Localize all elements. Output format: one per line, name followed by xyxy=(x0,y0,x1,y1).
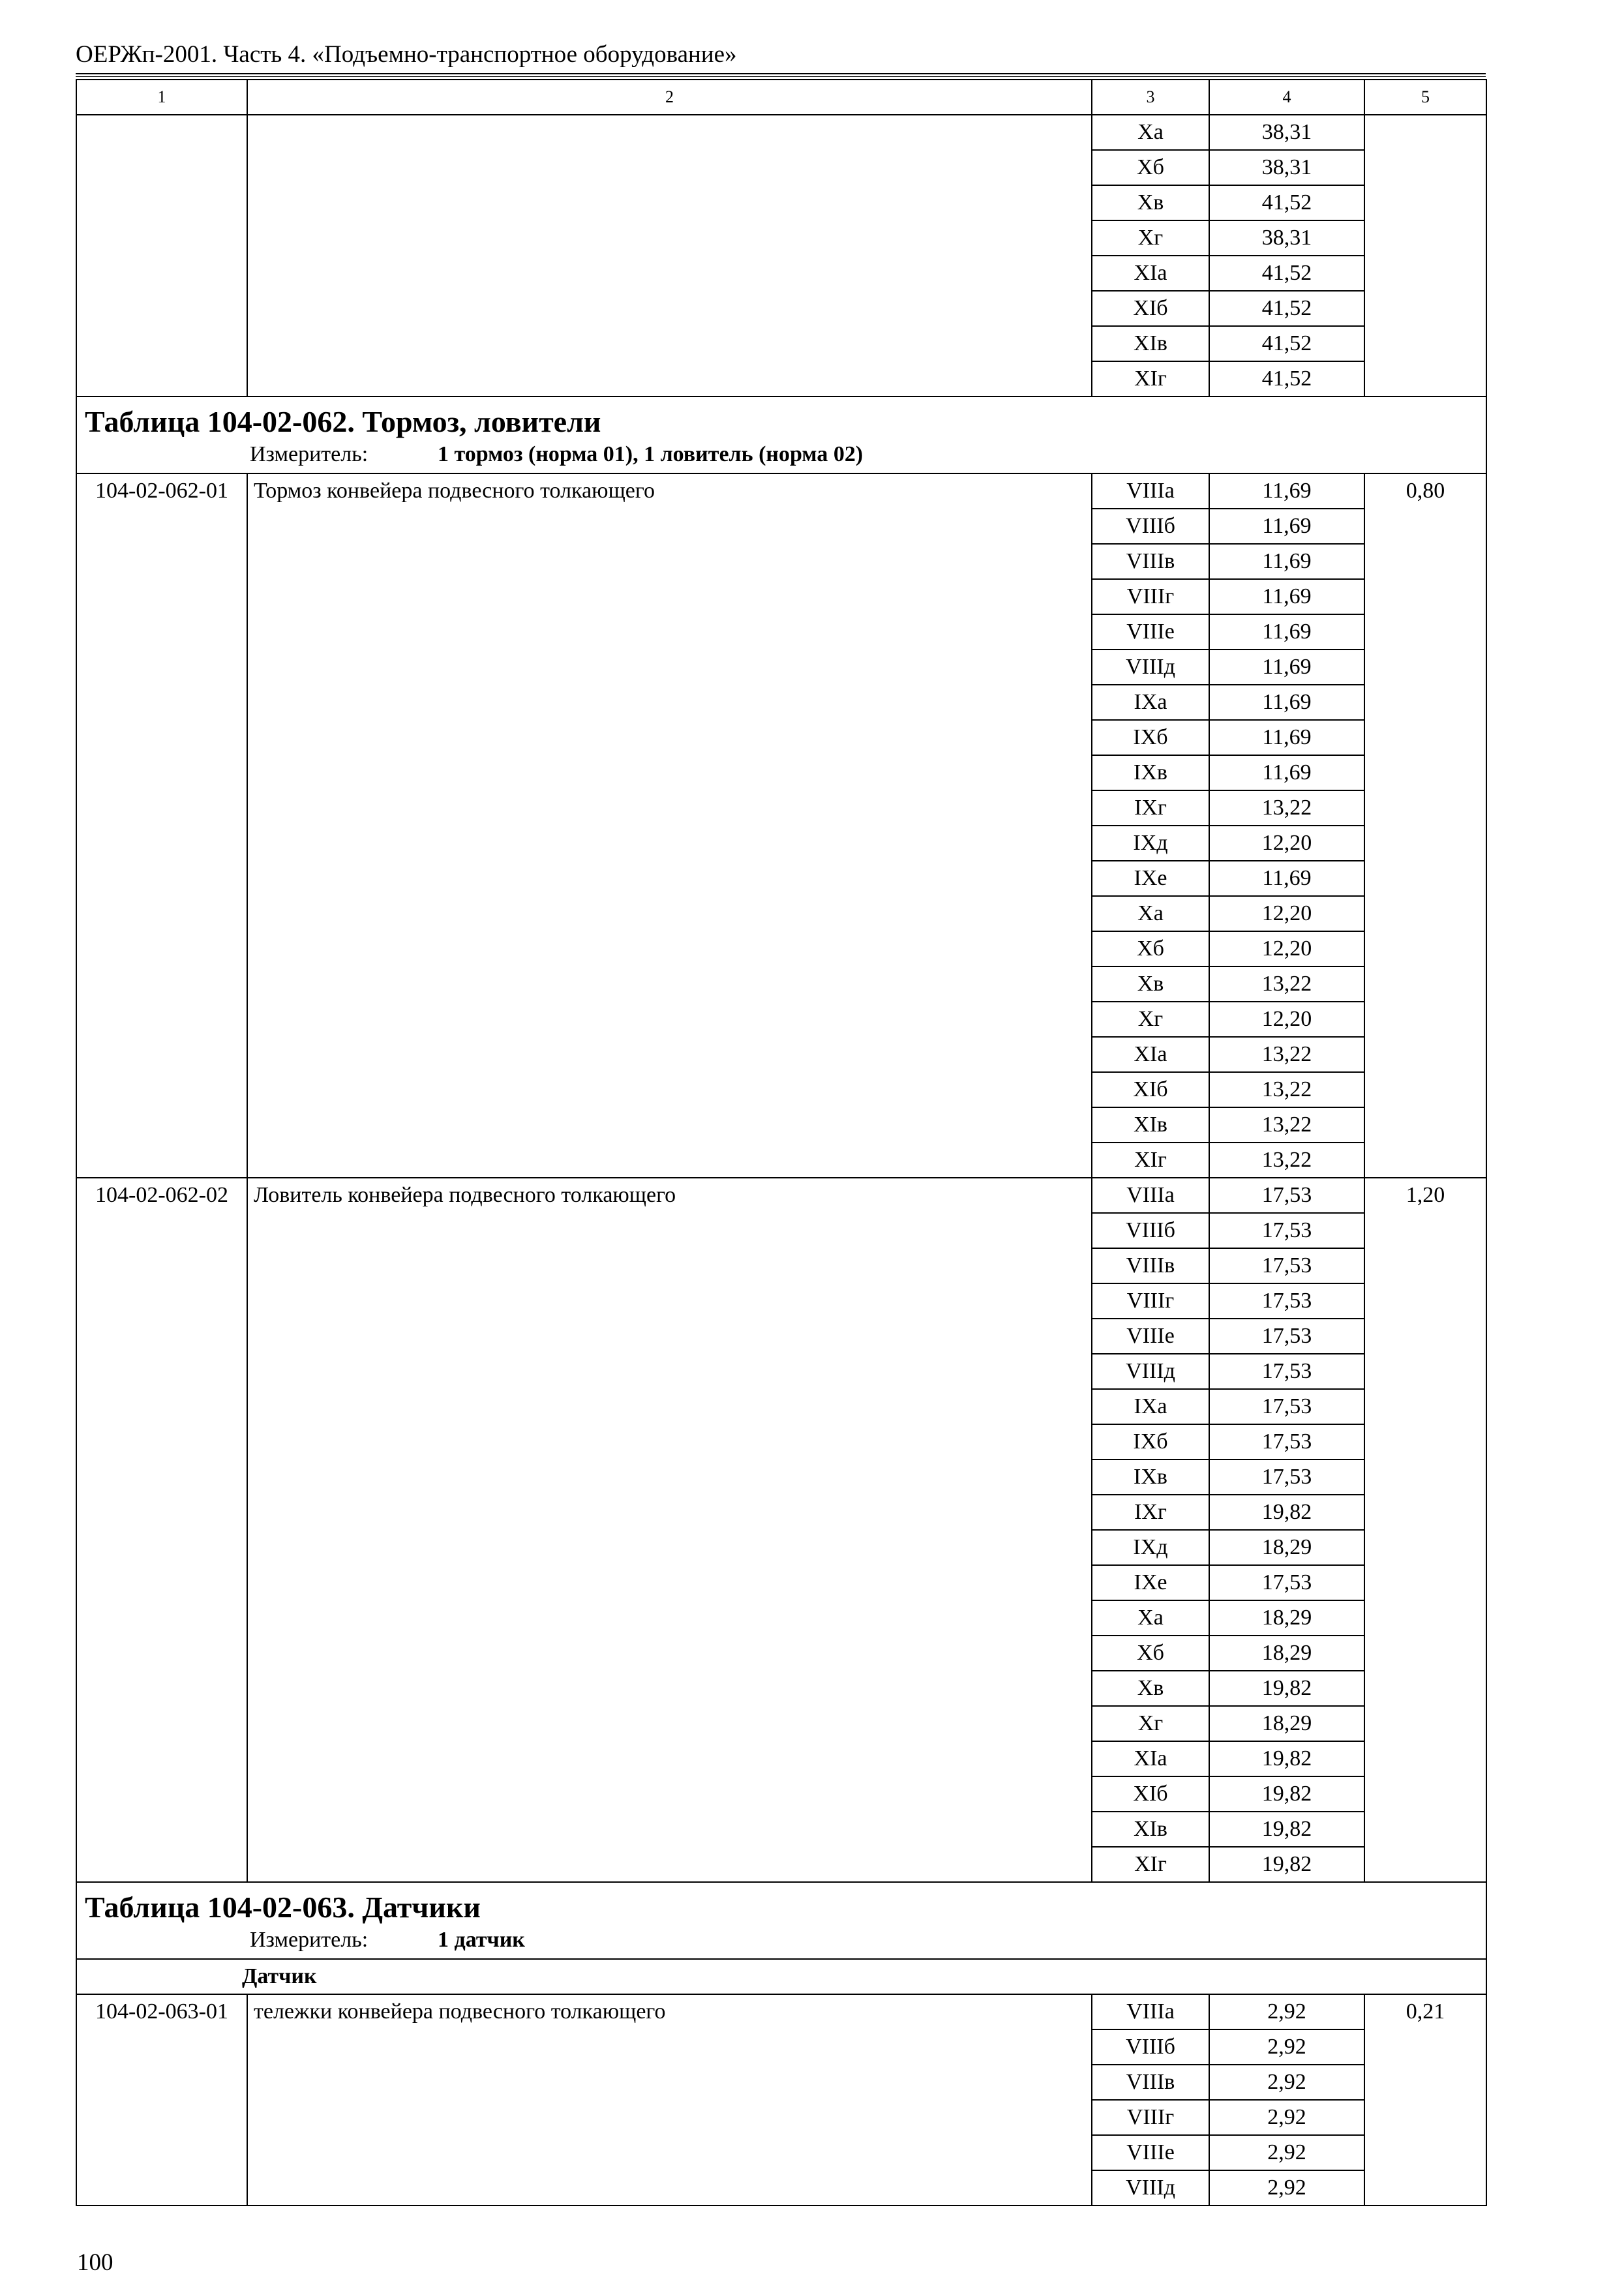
zone-cell: XIа xyxy=(1092,1741,1209,1776)
value-cell: 13,22 xyxy=(1209,1037,1364,1072)
zone-cell: VIIIа xyxy=(1092,473,1209,509)
zone-cell: XIг xyxy=(1092,1143,1209,1178)
value-cell: 11,69 xyxy=(1209,509,1364,544)
value-cell: 11,69 xyxy=(1209,720,1364,755)
table-row xyxy=(76,115,1486,150)
value-cell: 18,29 xyxy=(1209,1636,1364,1671)
value-cell: 38,31 xyxy=(1209,220,1364,256)
section-title: Таблица 104-02-063. Датчики xyxy=(85,1891,481,1924)
name-cell: Ловитель конвейера подвесного толкающего xyxy=(247,1178,1092,1882)
value-cell: 11,69 xyxy=(1209,755,1364,790)
value-cell: 11,69 xyxy=(1209,544,1364,579)
measure-label: Измеритель: xyxy=(250,1928,368,1952)
col5-cell: 1,20 xyxy=(1364,1178,1486,1882)
value-cell: 17,53 xyxy=(1209,1248,1364,1283)
zone-cell: XIг xyxy=(1092,361,1209,396)
zone-cell: Xа xyxy=(1092,896,1209,931)
value-cell: 11,69 xyxy=(1209,650,1364,685)
zone-cell: Xг xyxy=(1092,220,1209,256)
value-cell: 2,92 xyxy=(1209,1994,1364,2029)
value-cell: 41,52 xyxy=(1209,256,1364,291)
zone-cell: IXв xyxy=(1092,755,1209,790)
zone-cell: IXв xyxy=(1092,1459,1209,1495)
value-cell: 13,22 xyxy=(1209,1143,1364,1178)
value-cell: 13,22 xyxy=(1209,1072,1364,1107)
zone-cell: XIа xyxy=(1092,1037,1209,1072)
table-row xyxy=(76,1994,1486,2029)
value-cell: 13,22 xyxy=(1209,1107,1364,1143)
zone-cell: VIIIд xyxy=(1092,1354,1209,1389)
value-cell: 17,53 xyxy=(1209,1319,1364,1354)
value-cell: 12,20 xyxy=(1209,931,1364,966)
column-number: 3 xyxy=(1092,80,1209,115)
value-cell: 12,20 xyxy=(1209,1002,1364,1037)
zone-cell: XIб xyxy=(1092,1776,1209,1812)
zone-cell: VIIIа xyxy=(1092,1994,1209,2029)
zone-cell: IXб xyxy=(1092,720,1209,755)
zone-cell: IXд xyxy=(1092,826,1209,861)
section-header xyxy=(76,396,1486,473)
zone-cell: VIIIг xyxy=(1092,1283,1209,1319)
zone-cell: VIIIв xyxy=(1092,544,1209,579)
col5-cell xyxy=(1364,115,1486,396)
value-cell: 19,82 xyxy=(1209,1741,1364,1776)
zone-cell: Xб xyxy=(1092,1636,1209,1671)
value-cell: 13,22 xyxy=(1209,790,1364,826)
zone-cell: VIIIе xyxy=(1092,614,1209,650)
value-cell: 19,82 xyxy=(1209,1776,1364,1812)
value-cell: 17,53 xyxy=(1209,1354,1364,1389)
name-cell: тележки конвейера подвесного толкающего xyxy=(247,1994,1092,2206)
page-number: 100 xyxy=(77,2249,113,2276)
name-cell: Тормоз конвейера подвесного толкающего xyxy=(247,473,1092,1178)
code-cell: 104-02-062-02 xyxy=(76,1178,247,1882)
group-row xyxy=(76,1959,1486,1994)
zone-cell: VIIIд xyxy=(1092,2170,1209,2206)
zone-cell: VIIIе xyxy=(1092,2135,1209,2170)
column-number: 1 xyxy=(76,80,247,115)
value-cell: 2,92 xyxy=(1209,2029,1364,2065)
table-row xyxy=(76,473,1486,509)
zone-cell: VIIIб xyxy=(1092,509,1209,544)
section-title: Таблица 104-02-062. Тормоз, ловители xyxy=(85,405,601,438)
value-cell: 17,53 xyxy=(1209,1459,1364,1495)
zone-cell: VIIIг xyxy=(1092,2100,1209,2135)
zone-cell: Xг xyxy=(1092,1002,1209,1037)
value-cell: 41,52 xyxy=(1209,185,1364,220)
zone-cell: XIа xyxy=(1092,256,1209,291)
section-header xyxy=(76,1882,1486,1959)
value-cell: 41,52 xyxy=(1209,326,1364,361)
column-number: 5 xyxy=(1364,80,1486,115)
value-cell: 41,52 xyxy=(1209,291,1364,326)
zone-cell: VIIIб xyxy=(1092,2029,1209,2065)
zone-cell: IXа xyxy=(1092,1389,1209,1424)
zone-cell: XIб xyxy=(1092,1072,1209,1107)
zone-cell: VIIIв xyxy=(1092,2065,1209,2100)
value-cell: 19,82 xyxy=(1209,1812,1364,1847)
zone-cell: Xб xyxy=(1092,150,1209,185)
value-cell: 18,29 xyxy=(1209,1600,1364,1636)
value-cell: 41,52 xyxy=(1209,361,1364,396)
section-header-row xyxy=(76,396,1486,473)
zone-cell: Xв xyxy=(1092,185,1209,220)
measure-label: Измеритель: xyxy=(250,442,368,466)
zone-cell: XIв xyxy=(1092,1812,1209,1847)
value-cell: 38,31 xyxy=(1209,115,1364,150)
zone-cell: VIIIв xyxy=(1092,1248,1209,1283)
value-cell: 19,82 xyxy=(1209,1847,1364,1882)
value-cell: 17,53 xyxy=(1209,1389,1364,1424)
value-cell: 11,69 xyxy=(1209,685,1364,720)
column-number: 2 xyxy=(247,80,1092,115)
zone-cell: XIв xyxy=(1092,1107,1209,1143)
zone-cell: VIIIа xyxy=(1092,1178,1209,1213)
value-cell: 17,53 xyxy=(1209,1565,1364,1600)
measure-line xyxy=(85,1926,1486,1954)
norms-table xyxy=(76,79,1487,2206)
value-cell: 19,82 xyxy=(1209,1495,1364,1530)
code-cell: 104-02-063-01 xyxy=(76,1994,247,2206)
zone-cell: VIIIд xyxy=(1092,650,1209,685)
code-cell: 104-02-062-01 xyxy=(76,473,247,1178)
value-cell: 2,92 xyxy=(1209,2065,1364,2100)
zone-cell: Xа xyxy=(1092,1600,1209,1636)
zone-cell: Xб xyxy=(1092,931,1209,966)
value-cell: 17,53 xyxy=(1209,1424,1364,1459)
value-cell: 18,29 xyxy=(1209,1706,1364,1741)
value-cell: 11,69 xyxy=(1209,614,1364,650)
zone-cell: XIб xyxy=(1092,291,1209,326)
zone-cell: IXг xyxy=(1092,1495,1209,1530)
zone-cell: XIв xyxy=(1092,326,1209,361)
zone-cell: IXе xyxy=(1092,1565,1209,1600)
column-number: 4 xyxy=(1209,80,1364,115)
zone-cell: IXе xyxy=(1092,861,1209,896)
zone-cell: Xв xyxy=(1092,966,1209,1002)
column-number-row xyxy=(76,80,1486,115)
zone-cell: Xв xyxy=(1092,1671,1209,1706)
measure-line xyxy=(85,440,1486,469)
section-header-row xyxy=(76,1882,1486,1959)
measure-value: 1 датчик xyxy=(438,1928,525,1952)
value-cell: 17,53 xyxy=(1209,1178,1364,1213)
value-cell: 2,92 xyxy=(1209,2100,1364,2135)
zone-cell: XIг xyxy=(1092,1847,1209,1882)
zone-cell: VIIIе xyxy=(1092,1319,1209,1354)
zone-cell: VIIIб xyxy=(1092,1213,1209,1248)
running-header: ОЕРЖп-2001. Часть 4. «Подъемно-транспортное оборудование» xyxy=(76,41,737,68)
name-cell xyxy=(247,115,1092,396)
zone-cell: IXд xyxy=(1092,1530,1209,1565)
value-cell: 17,53 xyxy=(1209,1213,1364,1248)
table-row xyxy=(76,1178,1486,1213)
value-cell: 17,53 xyxy=(1209,1283,1364,1319)
value-cell: 11,69 xyxy=(1209,473,1364,509)
col5-cell: 0,21 xyxy=(1364,1994,1486,2206)
zone-cell: IXб xyxy=(1092,1424,1209,1459)
zone-cell: Xа xyxy=(1092,115,1209,150)
value-cell: 12,20 xyxy=(1209,826,1364,861)
value-cell: 38,31 xyxy=(1209,150,1364,185)
value-cell: 12,20 xyxy=(1209,896,1364,931)
header-rule xyxy=(76,73,1486,74)
value-cell: 2,92 xyxy=(1209,2170,1364,2206)
zone-cell: Xг xyxy=(1092,1706,1209,1741)
measure-value: 1 тормоз (норма 01), 1 ловитель (норма 02) xyxy=(438,442,864,466)
col5-cell: 0,80 xyxy=(1364,473,1486,1178)
code-cell xyxy=(76,115,247,396)
header-rule-thin xyxy=(76,76,1486,77)
value-cell: 19,82 xyxy=(1209,1671,1364,1706)
value-cell: 11,69 xyxy=(1209,579,1364,614)
group-label: Датчик xyxy=(76,1959,1486,1994)
value-cell: 2,92 xyxy=(1209,2135,1364,2170)
zone-cell: IXг xyxy=(1092,790,1209,826)
zone-cell: IXа xyxy=(1092,685,1209,720)
value-cell: 13,22 xyxy=(1209,966,1364,1002)
value-cell: 18,29 xyxy=(1209,1530,1364,1565)
zone-cell: VIIIг xyxy=(1092,579,1209,614)
value-cell: 11,69 xyxy=(1209,861,1364,896)
